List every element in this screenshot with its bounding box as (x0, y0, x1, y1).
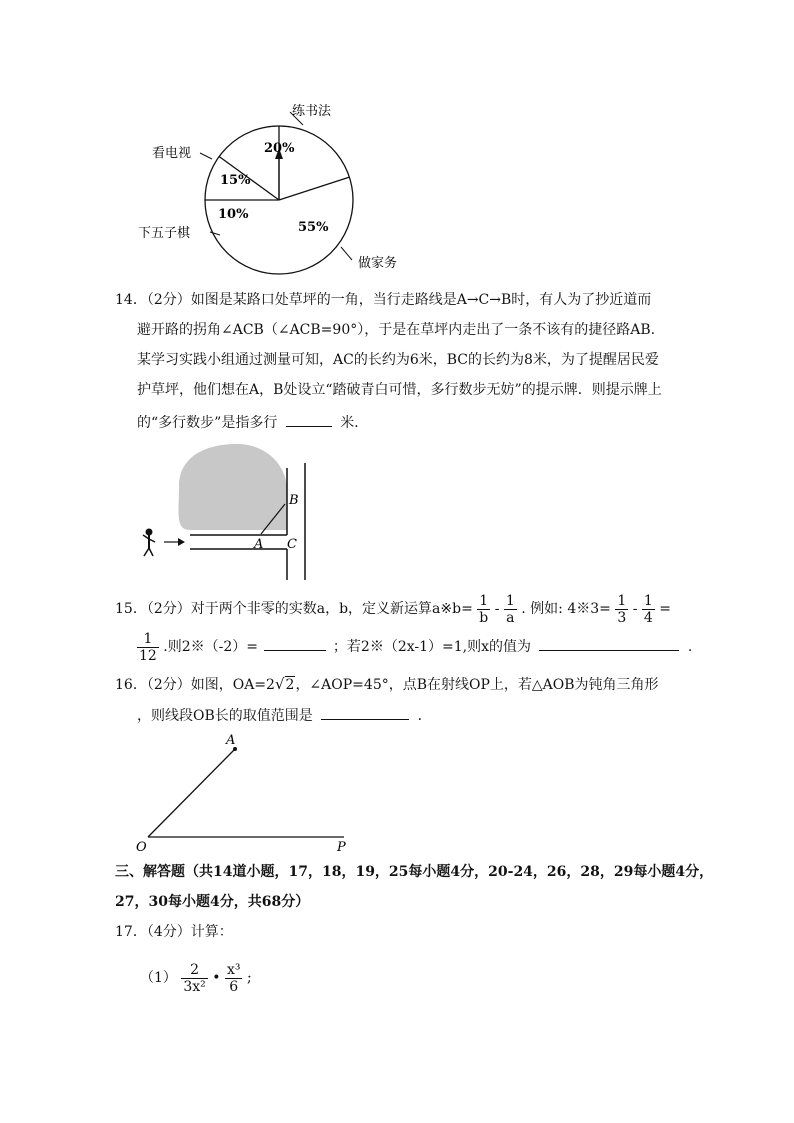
pct-tv: 15% (220, 173, 251, 188)
q14-line-2: 避开路的拐角∠ACB（∠ACB=90°），于是在草坪内走出了一条不该有的捷径路AB. (137, 322, 656, 338)
q15-minus-2: - (632, 601, 638, 617)
pct-calligraphy: 20% (264, 141, 295, 156)
pct-housework: 55% (298, 220, 329, 235)
q15-frac-1-over-12: $\frac{1}{12}$ (139, 630, 157, 664)
label-P: P (337, 840, 346, 855)
q14-line-3: 某学习实践小组通过测量可知，AC的长约为6米，BC的长约为8米，为了提醒居民爱 (137, 352, 659, 368)
q15-frac-1-over-a: $\frac{1}{a}$ (505, 592, 515, 626)
q15-equals: = (659, 601, 671, 617)
section3-line-2: 27，30每小题4分，共68分） (115, 894, 310, 910)
q15-line-1 (115, 592, 671, 626)
q15-line-2 (137, 630, 692, 664)
label-tv: 看电视 (152, 146, 192, 161)
q14-last-suffix: 米． (340, 415, 369, 431)
q15-line2-b: ；若2※（2x-1）=1,则x的值为 (332, 639, 532, 655)
q15-frac-1-over-3: $\frac{1}{3}$ (617, 592, 627, 626)
q16-period: ． (417, 708, 432, 724)
walk-arrow-head (178, 538, 185, 546)
q15-frac-1-over-4: $\frac{1}{4}$ (643, 592, 653, 626)
q16-line1-b: ，∠AOP=45°，点B在射线OP上，若△AOB为钝角三角形 (295, 677, 659, 693)
q15-example: . 例如: 4※3= (521, 601, 611, 617)
q16-line-1 (115, 674, 659, 695)
label-calligraphy: 练书法 (292, 104, 332, 119)
person-icon (143, 529, 155, 557)
q14-answer-blank[interactable] (286, 412, 332, 427)
q14-line-1: 14．（2分）如图是某路口处草坪的一角，当行走路线是A→C→B时，有人为了抄近道而 (115, 292, 652, 308)
q16-answer-blank[interactable] (321, 705, 409, 720)
sqrt-symbol: √ (274, 675, 285, 693)
label-chess: 下五子棋 (138, 226, 191, 241)
q16-figure (130, 730, 360, 855)
q17-frac-2-over-3x2: $\frac{2}{\text{3x²}}$ (183, 961, 206, 995)
q15-answer-blank-1[interactable] (264, 636, 326, 651)
q14-line-5 (137, 412, 368, 433)
pct-chess: 10% (218, 207, 249, 222)
segment-oa (148, 749, 235, 837)
q17-part1-label: （1） (140, 970, 177, 986)
q16-sqrt-value: 2 (285, 677, 295, 693)
q14-line-4: 护草坪，他们想在A，B处设立“踏破青白可惜，多行数步无妨”的提示牌．则提示牌上 (137, 382, 662, 398)
q15-frac-1-over-b: $\frac{1}{b}$ (479, 592, 489, 626)
label-O: O (136, 840, 147, 855)
label-A: A (226, 733, 236, 748)
q17-dot: • (212, 970, 221, 986)
leader-tv (200, 153, 212, 159)
q15-line2-a: .则2※（-2）= (163, 639, 259, 655)
pie-chart (120, 95, 440, 280)
q14-last-prefix: 的“多行数步”是指多行 (137, 415, 278, 431)
label-C: C (287, 537, 297, 552)
q14-figure (135, 438, 325, 583)
q17-part-1 (140, 958, 252, 998)
q15-prefix: 15．（2分）对于两个非零的实数a，b，定义新运算a※b= (115, 601, 473, 617)
q16-line2: ，则线段OB长的取值范围是 (137, 708, 313, 724)
label-A: A (254, 537, 264, 552)
label-B: B (289, 493, 299, 508)
q15-answer-blank-2[interactable] (539, 636, 679, 651)
q17-end: ; (246, 970, 252, 986)
q16-line-2 (137, 705, 432, 726)
q17-frac-x3-over-6: $\frac{\text{x³}}{6}$ (226, 961, 241, 995)
q15-period: . (687, 639, 693, 655)
label-housework: 做家务 (358, 256, 398, 271)
section3-line-1: 三、解答题（共14道小题，17，18，19，25每小题4分，20-24，26，28，29每小题4分， (115, 864, 714, 880)
lawn-shape (179, 444, 287, 530)
q17-title: 17．（4分）计算： (115, 924, 233, 940)
q16-line1-a: 16．（2分）如图，OA=2 (115, 677, 275, 693)
q15-minus: - (494, 601, 500, 617)
leader-housework (341, 247, 352, 260)
